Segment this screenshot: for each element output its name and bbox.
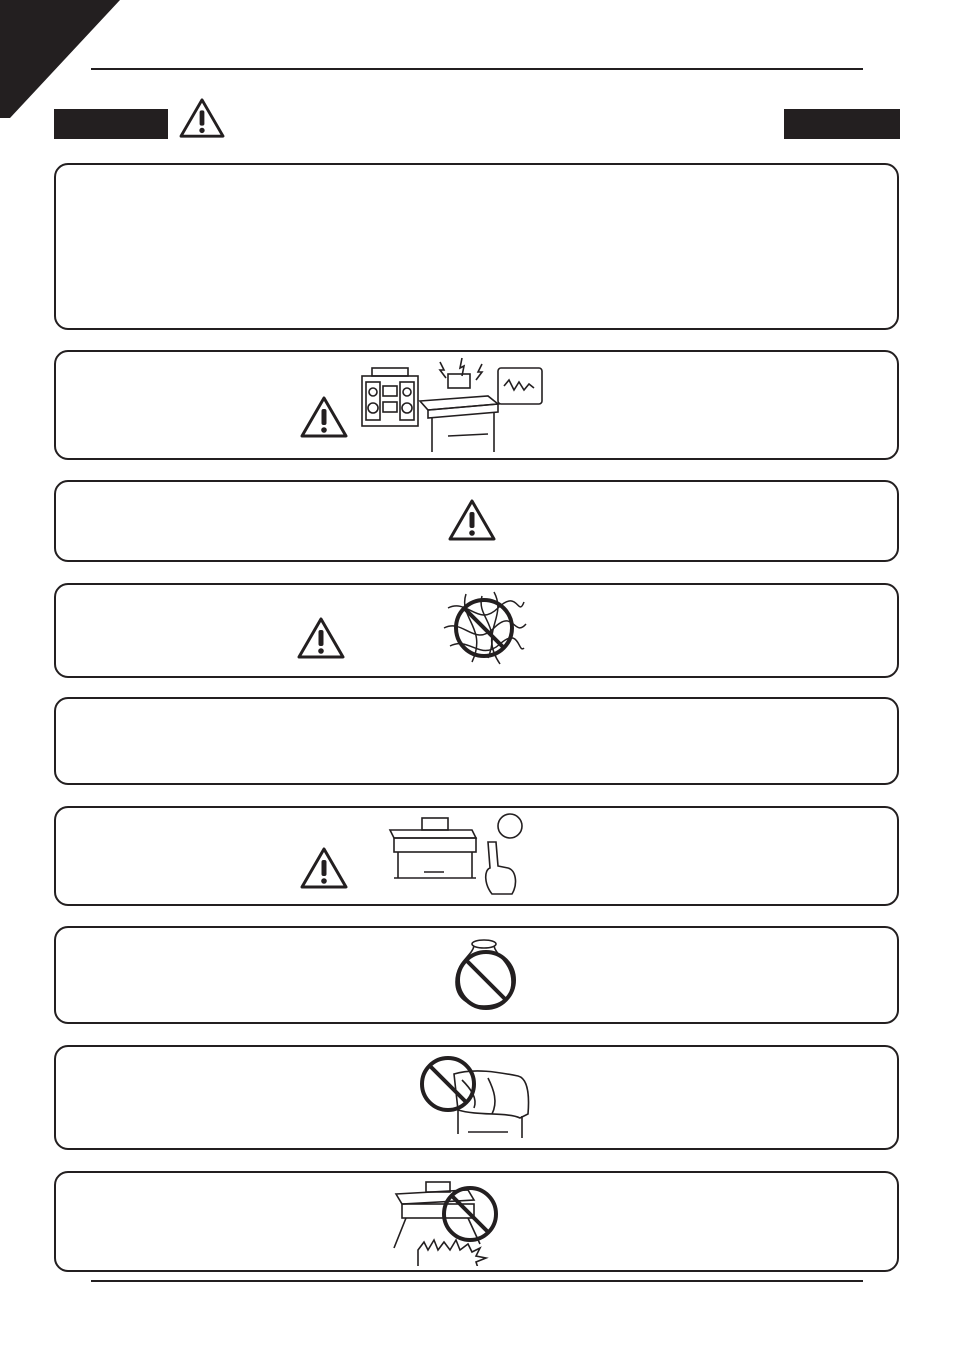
piano-finger-button-illustration — [388, 808, 524, 900]
notice-box-5 — [54, 697, 899, 785]
falling-piano-prohibited-icon — [388, 1180, 518, 1266]
stereo-piano-tv-interference-illustration — [358, 356, 548, 456]
header-tab-left — [54, 109, 168, 139]
warning-triangle-icon — [178, 97, 226, 139]
top-rule — [91, 68, 863, 70]
corner-triangle-icon — [0, 0, 120, 120]
warning-triangle-icon — [299, 846, 349, 890]
warning-triangle-icon — [447, 498, 497, 542]
bottom-rule — [91, 1280, 863, 1282]
tangled-cords-prohibited-icon — [438, 588, 530, 668]
covered-piano-prohibited-icon — [418, 1050, 534, 1142]
warning-triangle-icon — [296, 616, 346, 660]
notice-box-1 — [54, 163, 899, 330]
vase-prohibited-icon — [450, 936, 522, 1012]
header-tab-right — [784, 109, 900, 139]
warning-triangle-icon — [299, 395, 349, 439]
